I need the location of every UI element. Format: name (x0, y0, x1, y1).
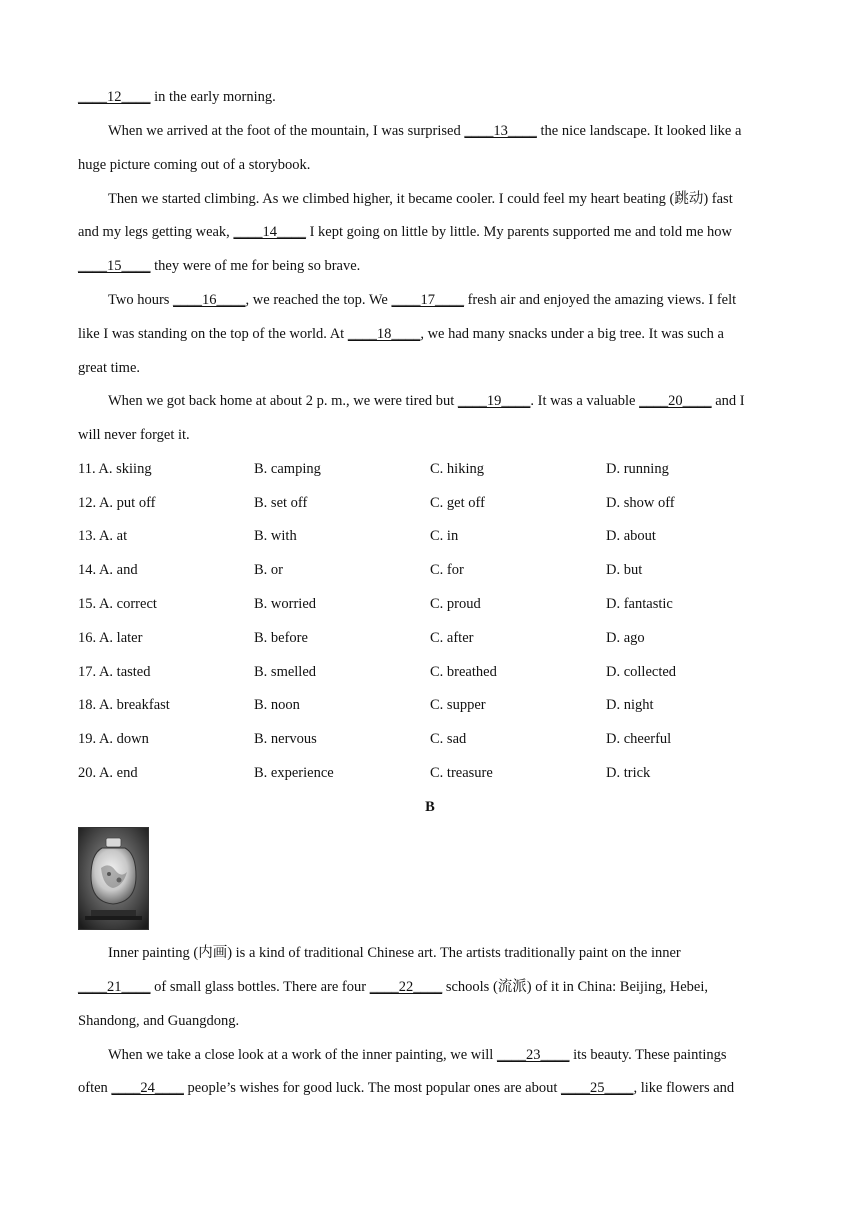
passage-line: huge picture coming out of a storybook. (78, 157, 311, 173)
option-b: B. noon (254, 697, 300, 713)
snuff-bottle-photo (78, 827, 149, 930)
option-row-14 (78, 560, 778, 580)
option-d: D. about (606, 528, 656, 544)
option-d: D. trick (606, 765, 651, 781)
option-a: 18. A. breakfast (78, 697, 170, 713)
blank-19: ____19____ (457, 393, 531, 409)
option-row-13 (78, 526, 778, 546)
passage-line: When we take a close look at a work of the inner painting, we will ____23____ its beauty. These paintings (108, 1047, 727, 1063)
blank-20: ____20____ (639, 393, 712, 409)
option-b: B. or (254, 562, 283, 578)
option-c: C. treasure (430, 765, 493, 781)
option-c: C. breathed (430, 664, 497, 680)
passage-line: When we got back home at about 2 p. m., we were tired but ____19____. It was a valuable ____20____ and I (108, 393, 745, 409)
passage-line: like I was standing on the top of the world. At ____18____, we had many snacks under a big tree. It was such a (78, 326, 724, 342)
passage-line: When we arrived at the foot of the mountain, I was surprised ____13____ the nice landscape. It looked like a (108, 123, 742, 139)
option-a: 19. A. down (78, 731, 149, 747)
passage-line: Inner painting (内画) is a kind of traditional Chinese art. The artists traditionally paint on the inner (108, 945, 681, 961)
blank-13: ____13____ (464, 123, 537, 139)
passage-line: often ____24____ people’s wishes for good luck. The most popular ones are about ____25____, like flowers and (78, 1080, 735, 1096)
option-a: 11. A. skiing (78, 461, 152, 477)
option-d: D. running (606, 461, 669, 477)
option-row-12 (78, 493, 778, 513)
option-a: 15. A. correct (78, 596, 157, 612)
option-row-18 (78, 695, 778, 715)
option-a: 17. A. tasted (78, 664, 151, 680)
section-heading: B (425, 799, 435, 815)
option-d: D. cheerful (606, 731, 672, 747)
option-c: C. get off (430, 495, 485, 511)
option-d: D. ago (606, 630, 645, 646)
blank-25: ____25____ (560, 1080, 634, 1096)
passage-line: Two hours ____16____, we reached the top. We ____17____ fresh air and enjoyed the amazing views. I felt (108, 292, 737, 308)
option-row-17 (78, 662, 778, 682)
option-row-19 (78, 729, 778, 749)
option-b: B. nervous (254, 731, 317, 747)
option-d: D. but (606, 562, 643, 578)
blank-22: ____22____ (369, 979, 443, 995)
option-d: D. show off (606, 495, 675, 511)
passage-line: ____21____ of small glass bottles. There are four ____22____ schools (流派) of it in China: Beijing, Hebei, (78, 979, 708, 995)
option-b: B. camping (254, 461, 321, 477)
blank-15: ____15____ (78, 258, 151, 274)
passage-line: great time. (78, 360, 141, 376)
option-b: B. set off (254, 495, 308, 511)
option-a: 16. A. later (78, 630, 143, 646)
option-c: C. hiking (430, 461, 484, 477)
option-row-15 (78, 594, 778, 614)
option-c: C. sad (430, 731, 467, 747)
option-b: B. with (254, 528, 297, 544)
option-c: C. for (430, 562, 464, 578)
option-c: C. in (430, 528, 459, 544)
option-row-11 (78, 459, 778, 479)
blank-14: ____14____ (233, 224, 306, 240)
blank-24: ____24____ (111, 1080, 184, 1096)
passage-line: Then we started climbing. As we climbed higher, it became cooler. I could feel my heart beating (跳动) fast (108, 191, 733, 207)
bottle-image-icon (79, 828, 148, 929)
option-c: C. after (430, 630, 474, 646)
option-a: 13. A. at (78, 528, 128, 544)
blank-23: ____23____ (496, 1047, 570, 1063)
option-a: 12. A. put off (78, 495, 156, 511)
blank-21: ____21____ (78, 979, 151, 995)
blank-18: ____18____ (347, 326, 421, 342)
option-a: 20. A. end (78, 765, 138, 781)
option-row-16 (78, 628, 778, 648)
option-b: B. worried (254, 596, 317, 612)
option-b: B. experience (254, 765, 334, 781)
passage-line: will never forget it. (78, 427, 190, 443)
blank-12: ____12____ (78, 89, 151, 105)
passage-line: ____15____ they were of me for being so brave. (78, 258, 361, 274)
option-b: B. smelled (254, 664, 317, 680)
option-d: D. collected (606, 664, 677, 680)
option-b: B. before (254, 630, 308, 646)
option-row-20 (78, 763, 778, 783)
option-c: C. proud (430, 596, 481, 612)
passage-line: and my legs getting weak, ____14____ I kept going on little by little. My parents supported me and told me how (78, 224, 733, 240)
option-c: C. supper (430, 697, 486, 713)
option-d: D. night (606, 697, 654, 713)
passage-line: ____12____ in the early morning. (78, 89, 276, 105)
option-d: D. fantastic (606, 596, 673, 612)
blank-17: ____17____ (391, 292, 464, 308)
passage-line: Shandong, and Guangdong. (78, 1013, 240, 1029)
option-a: 14. A. and (78, 562, 138, 578)
blank-16: ____16____ (173, 292, 246, 308)
